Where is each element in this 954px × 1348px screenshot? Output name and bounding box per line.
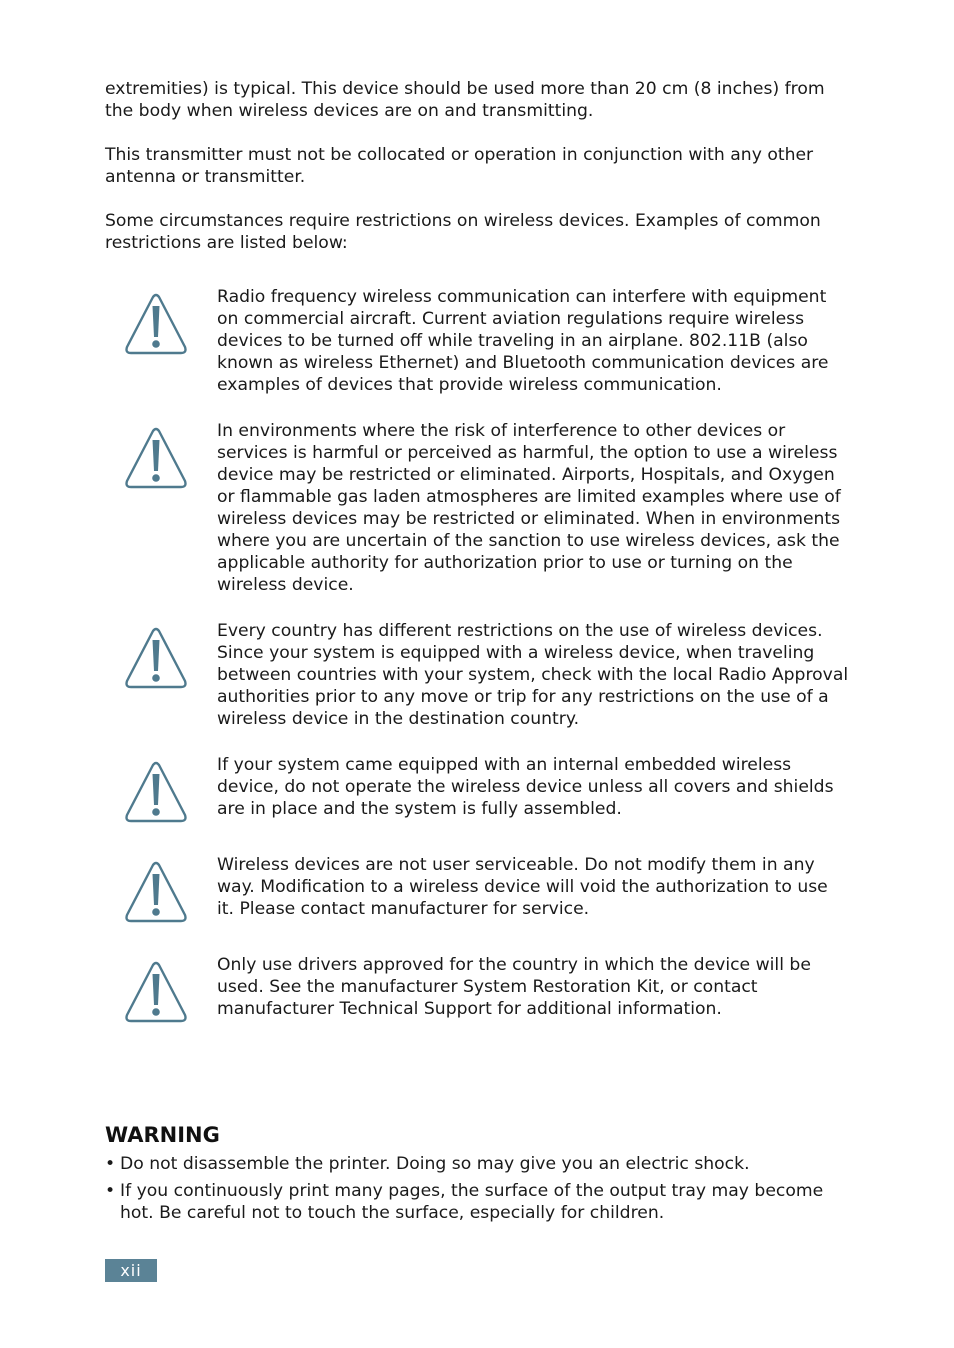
caution-triangle-icon [105, 754, 217, 824]
warning-section [105, 1121, 850, 1229]
notice-text: Every country has different restrictions on the use of wireless devices. Since your system is equipped with a wireless device, when traveling between countries with your system, check with the local Radio Approval authorities prior to any move or trip for any restrictions on the use of a wireless device in the destination country. [217, 621, 849, 729]
document-body [105, 78, 850, 1048]
caution-triangle-icon [105, 854, 217, 924]
notice-item [105, 754, 850, 824]
caution-triangle-icon [105, 286, 217, 356]
page-number-badge: xii [105, 1259, 157, 1282]
notice-item [105, 954, 850, 1024]
notice-text: Only use drivers approved for the country in which the device will be used. See the manufacturer System Restoration Kit, or contact manufacturer Technical Support for additional information. [217, 955, 811, 1019]
caution-triangle-icon [105, 620, 217, 690]
notice-text: In environments where the risk of interference to other devices or services is harmful or perceived as harmful, the option to use a wireless device may be restricted or eliminated. Airports, Hospitals, and Oxygen or flammable gas laden atmospheres are limited examples where use of wireless devices may be restricted or eliminated. When in environments where you are uncertain of the sanction to use wireless devices, ask the applicable authority for authorization prior to use or turning on the wireless device. [217, 421, 841, 595]
warning-list-item: • Do not disassemble the printer. Doing so may give you an electric shock. [105, 1153, 850, 1175]
notice-text: If your system came equipped with an internal embedded wireless device, do not operate the wireless device unless all covers and shields are in place and the system is fully assembled. [217, 755, 834, 819]
restriction-notices [105, 286, 850, 1024]
warning-list-item: • If you continuously print many pages, the surface of the output tray may become hot. Be careful not to touch the surface, especially for children. [105, 1180, 850, 1224]
notice-item [105, 854, 850, 924]
notice-text: Radio frequency wireless communication can interfere with equipment on commercial aircraft. Current aviation regulations require wireless devices to be turned off while traveling in an airplane. 802.11B (also known as wireless Ethernet) and Bluetooth communication devices are examples of devices that provide wireless communication. [217, 287, 829, 395]
warning-heading: WARNING [105, 1123, 220, 1147]
caution-triangle-icon [105, 954, 217, 1024]
intro-paragraph-1: extremities) is typical. This device should be used more than 20 cm (8 inches) from the body when wireless devices are on and transmitting. [105, 79, 825, 121]
warning-list [105, 1153, 850, 1224]
intro-paragraph-2: This transmitter must not be collocated or operation in conjunction with any other antenna or transmitter. [105, 145, 814, 187]
notice-item [105, 420, 850, 596]
notice-item [105, 286, 850, 396]
caution-triangle-icon [105, 420, 217, 490]
intro-paragraph-3: Some circumstances require restrictions on wireless devices. Examples of common restrictions are listed below: [105, 211, 821, 253]
notice-item [105, 620, 850, 730]
notice-text: Wireless devices are not user serviceable. Do not modify them in any way. Modification to a wireless device will void the authorization to use it. Please contact manufacturer for service. [217, 855, 828, 919]
